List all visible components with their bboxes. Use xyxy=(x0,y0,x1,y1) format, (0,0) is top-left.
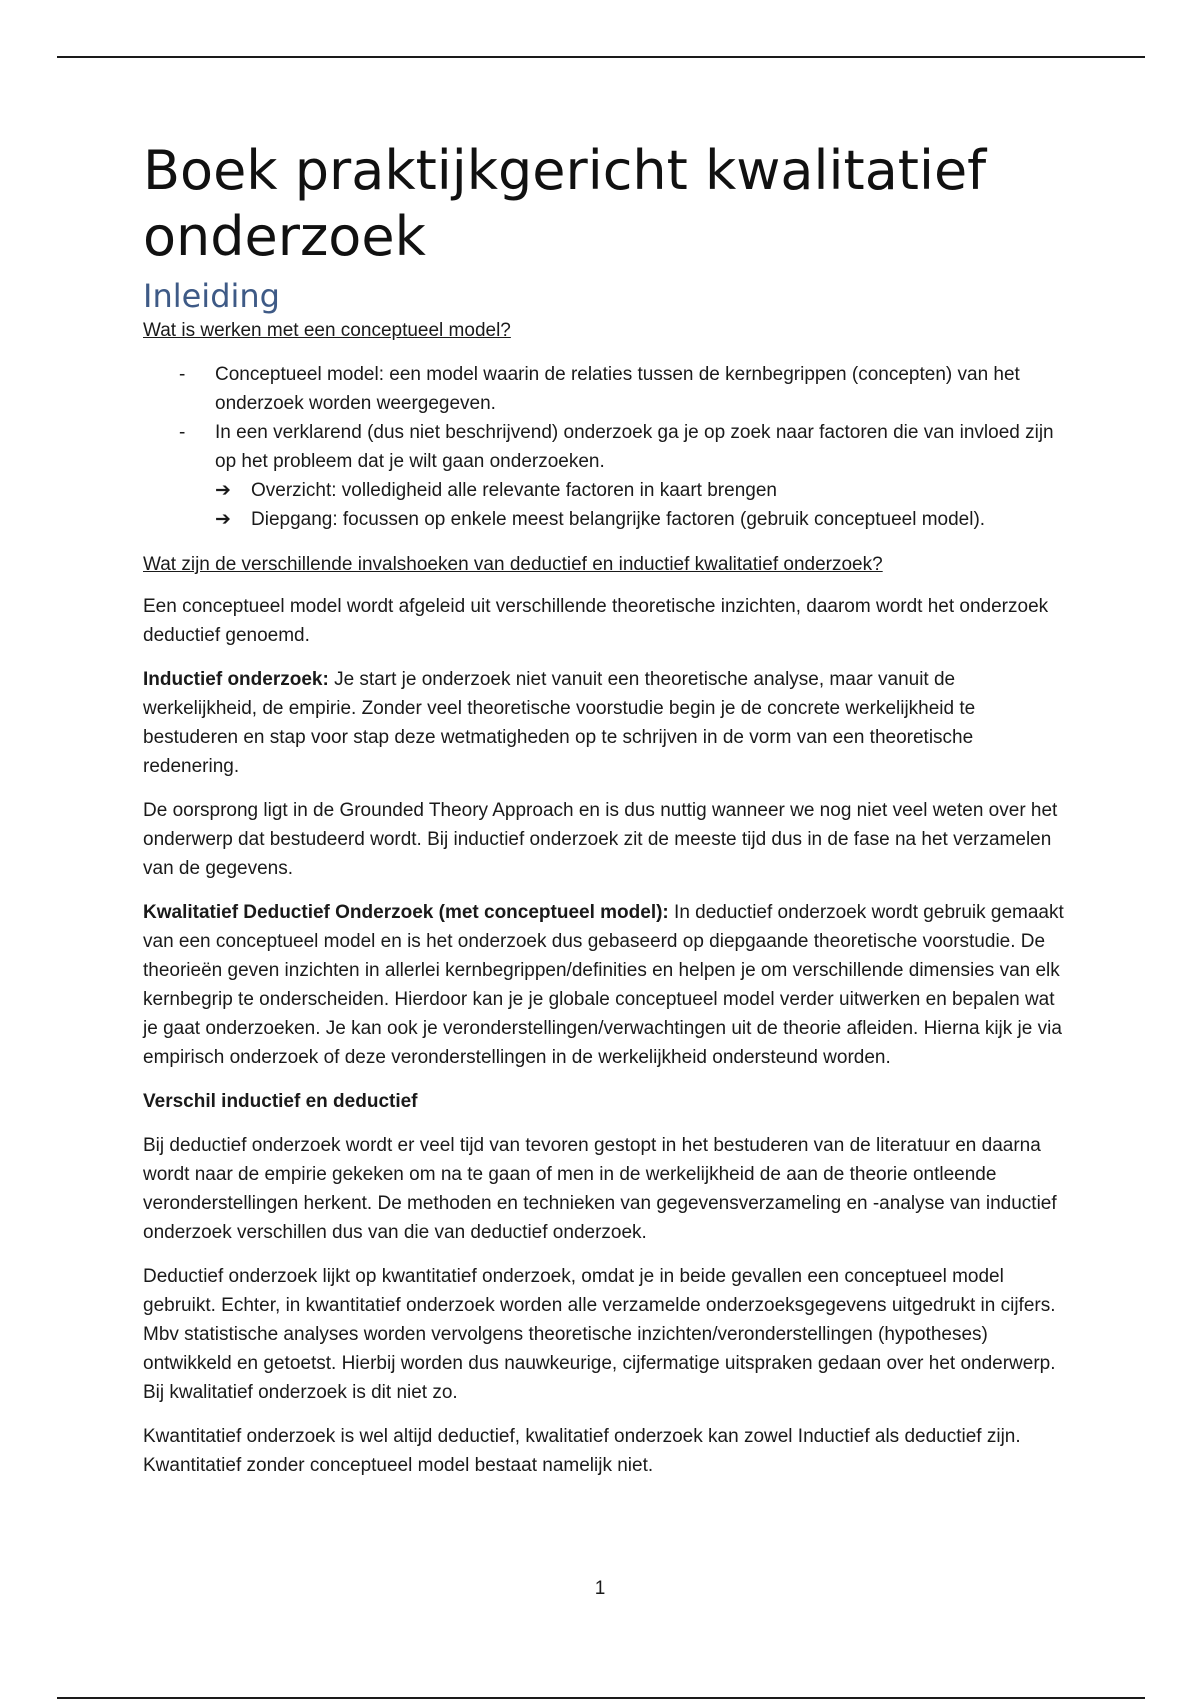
footer-rule xyxy=(57,1697,1145,1699)
paragraph: De oorsprong ligt in de Grounded Theory Approach en is dus nuttig wanneer we nog niet veel weten over het onderwerp dat bestudeerd wordt. Bij inductief onderzoek zit de meeste tijd dus in de fase na het verzamelen van de gegevens. xyxy=(143,800,1058,879)
section-heading: Inleiding xyxy=(143,277,280,315)
bullet-list xyxy=(143,360,1068,534)
arrow-list xyxy=(215,476,1068,534)
list-item-text: Conceptueel model: een model waarin de relaties tussen de kernbegrippen (concepten) van het onderzoek worden weergegeven. xyxy=(215,364,1020,414)
paragraph-text: Je start je onderzoek niet vanuit een theoretische analyse, maar vanuit de werkelijkheid, de empirie. Zonder veel theoretische voorstudie begin je de concrete werkelijkheid te bestuderen en stap voor stap deze wetmatigheden op te schrijven in de vorm van een theoretische redenering. xyxy=(143,669,976,777)
dash-marker: - xyxy=(179,422,186,443)
list-item xyxy=(143,418,1068,534)
subheading: Verschil inductief en deductief xyxy=(143,1091,418,1112)
list-item xyxy=(143,360,1068,418)
arrow-right-icon: ➔ xyxy=(215,480,231,501)
list-item-text: Diepgang: focussen op enkele meest belangrijke factoren (gebruik conceptueel model). xyxy=(251,509,986,530)
list-item-text: In een verklarend (dus niet beschrijvend) onderzoek ga je op zoek naar factoren die van invloed zijn op het probleem dat je wilt gaan onderzoeken. xyxy=(215,422,1054,472)
list-item xyxy=(215,476,1068,505)
paragraph: Kwantitatief onderzoek is wel altijd deductief, kwalitatief onderzoek kan zowel Inductief als deductief zijn. Kwantitatief zonder conceptueel model bestaat namelijk niet. xyxy=(143,1426,1021,1476)
page-title: Boek praktijkgericht kwalitatief onderzoek xyxy=(143,139,987,268)
paragraph-text: In deductief onderzoek wordt gebruik gemaakt van een conceptueel model en is het onderzoek dus gebaseerd op diepgaande theoretische voorstudie. De theorieën geven inzichten in allerlei kernbegrippen/definities en helpen je om verschillende dimensies van elk kernbegrip te onderscheiden. Hierdoor kan je je globale conceptueel model verder uitwerken en bepalen wat je gaat onderzoeken. Je kan ook je veronderstellingen/verwachtingen uit de theorie afleiden. Hierna kijk je via empirisch onderzoek of deze veronderstellingen in de werkelijkheid ondersteund worden. xyxy=(143,902,1064,1068)
dash-marker: - xyxy=(179,364,186,385)
term-label: Inductief onderzoek: xyxy=(143,669,329,690)
term-label: Kwalitatief Deductief Onderzoek (met conceptueel model): xyxy=(143,902,669,923)
list-item-text: Overzicht: volledigheid alle relevante factoren in kaart brengen xyxy=(251,480,777,501)
list-item xyxy=(215,505,1068,534)
document-body xyxy=(143,138,1068,1495)
paragraph: Een conceptueel model wordt afgeleid uit verschillende theoretische inzichten, daarom wordt het onderzoek deductief genoemd. xyxy=(143,596,1049,646)
question-heading-1: Wat is werken met een conceptueel model? xyxy=(143,320,511,341)
arrow-right-icon: ➔ xyxy=(215,509,231,530)
paragraph: Bij deductief onderzoek wordt er veel tijd van tevoren gestopt in het bestuderen van de literatuur en daarna wordt naar de empirie gekeken om na te gaan of men in de werkelijkheid de aan de theorie ontleende veronderstellingen herkent. De methoden en technieken van gegevensverzameling en -analyse van inductief onderzoek verschillen dus van die van deductief onderzoek. xyxy=(143,1135,1057,1243)
paragraph xyxy=(143,898,1068,1072)
paragraph: Deductief onderzoek lijkt op kwantitatief onderzoek, omdat je in beide gevallen een conceptueel model gebruikt. Echter, in kwantitatief onderzoek worden alle verzamelde onderzoeksgegevens uitgedrukt in cijfers. Mbv statistische analyses worden vervolgens theoretische inzichten/veronderstellingen (hypotheses) ontwikkeld en getoetst. Hierbij worden dus nauwkeurige, cijfermatige uitspraken gedaan over het onderwerp. Bij kwalitatief onderzoek is dit niet zo. xyxy=(143,1266,1056,1403)
page-number: 1 xyxy=(594,1578,606,1599)
header-rule xyxy=(57,56,1145,58)
question-heading-2: Wat zijn de verschillende invalshoeken van deductief en inductief kwalitatief onderzoek? xyxy=(143,554,883,575)
paragraph xyxy=(143,665,1068,781)
